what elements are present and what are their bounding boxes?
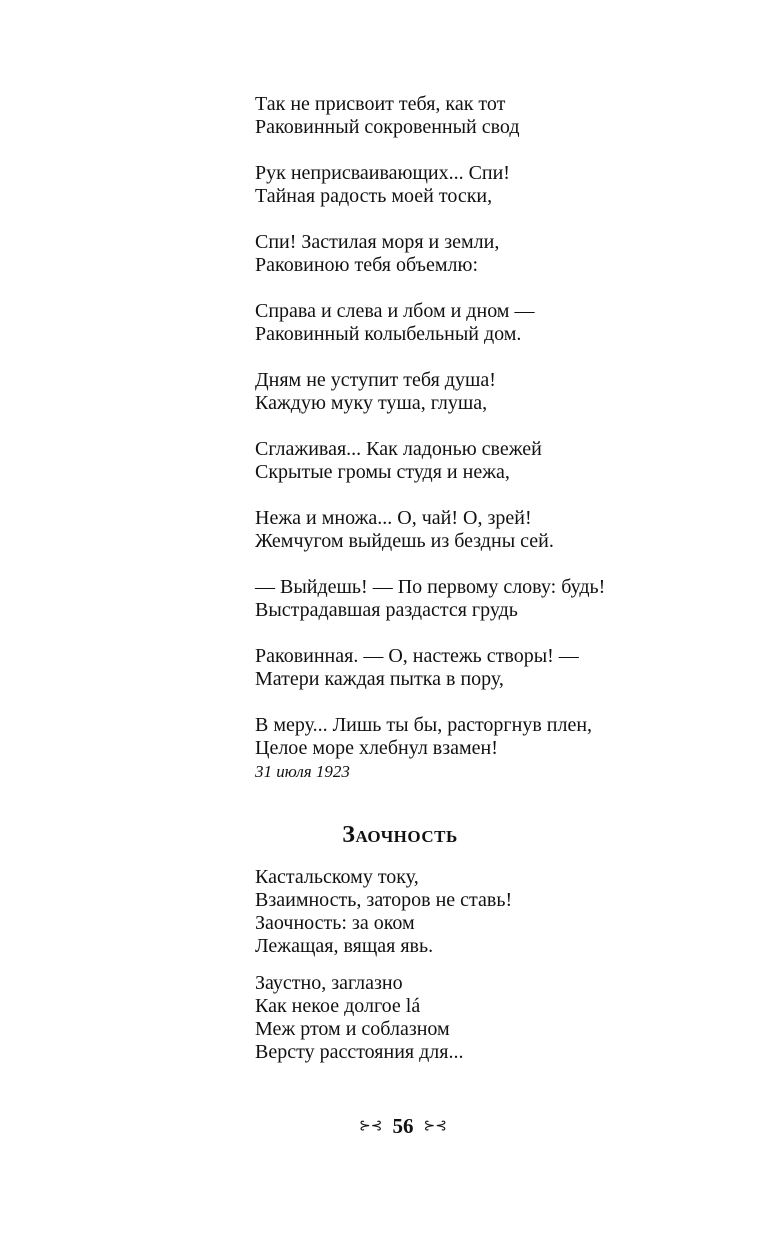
verse-line: Сглаживая... Как ладонью свежей (255, 438, 542, 460)
poem-1-stanza-8 (255, 576, 675, 622)
verse-line: В меру... Лишь ты бы, расторгнув плен, (255, 714, 593, 736)
poem-title: Заочность (342, 822, 458, 848)
verse-line: Скрытые громы студя и нежа, (255, 461, 510, 483)
poem-1-stanza-10 (255, 714, 675, 760)
verse-line: — Выйдешь! — По первому слову: будь! (255, 576, 606, 598)
poem-1-stanza-2 (255, 162, 675, 208)
verse-line: Нежа и множа... О, чай! О, зрей! (255, 507, 532, 529)
poem-2-stanza-1 (255, 866, 675, 958)
verse-line: Рук неприсваивающих... Спи! (255, 162, 510, 184)
ornament-left-icon: ⊱⊰ (359, 1118, 383, 1134)
verse-line: Раковинный сокровенный свод (255, 116, 520, 138)
verse-line: Раковиною тебя объемлю: (255, 254, 479, 276)
verse-line: Раковинный колыбельный дом. (255, 323, 522, 345)
verse-line: Справа и слева и лбом и дном — (255, 300, 535, 322)
verse-line: Как некое долгое lá (255, 995, 421, 1017)
poem-1-stanza-9 (255, 645, 675, 691)
verse-line: Взаимность, заторов не ставь! (255, 889, 513, 911)
verse-line: Лежащая, вящая явь. (255, 935, 434, 957)
poem-1-stanza-3 (255, 231, 675, 277)
verse-line: Тайная радость моей тоски, (255, 185, 493, 207)
verse-line: Каждую муку туша, глуша, (255, 392, 488, 414)
verse-line: Заочность: за оком (255, 912, 415, 934)
poem-2 (255, 820, 675, 1064)
poem-1-stanza-7 (255, 507, 675, 553)
verse-line: Целое море хлебнул взамен! (255, 737, 498, 759)
poem-1-stanza-5 (255, 369, 675, 415)
page-footer (340, 1112, 466, 1140)
verse-line: Матери каждая пытка в пору, (255, 668, 504, 690)
verse-line: Раковинная. — О, настежь створы! — (255, 645, 579, 667)
poem-1-stanza-1 (255, 93, 675, 139)
verse-line: Жемчугом выйдешь из бездны сей. (255, 530, 554, 552)
verse-line: Меж ртом и соблазном (255, 1018, 450, 1040)
verse-line: Кастальскому току, (255, 866, 419, 888)
verse-line: Так не присвоит тебя, как тот (255, 93, 506, 115)
verse-line: Дням не уступит тебя душа! (255, 369, 496, 391)
page-body (255, 93, 675, 1078)
poem-1-stanza-4 (255, 300, 675, 346)
verse-line: Заустно, заглазно (255, 972, 403, 994)
ornament-right-icon: ⊱⊰ (423, 1118, 447, 1134)
poem-2-stanza-2 (255, 972, 675, 1064)
verse-line: Спи! Застилая моря и земли, (255, 231, 500, 253)
verse-line: Выстрадавшая раздастся грудь (255, 599, 518, 621)
page-number: 56 (392, 1114, 414, 1138)
poem-1-stanza-6 (255, 438, 675, 484)
poem-1 (255, 93, 675, 782)
verse-line: Версту расстояния для... (255, 1041, 464, 1063)
poem-date: 31 июля 1923 (255, 762, 350, 781)
